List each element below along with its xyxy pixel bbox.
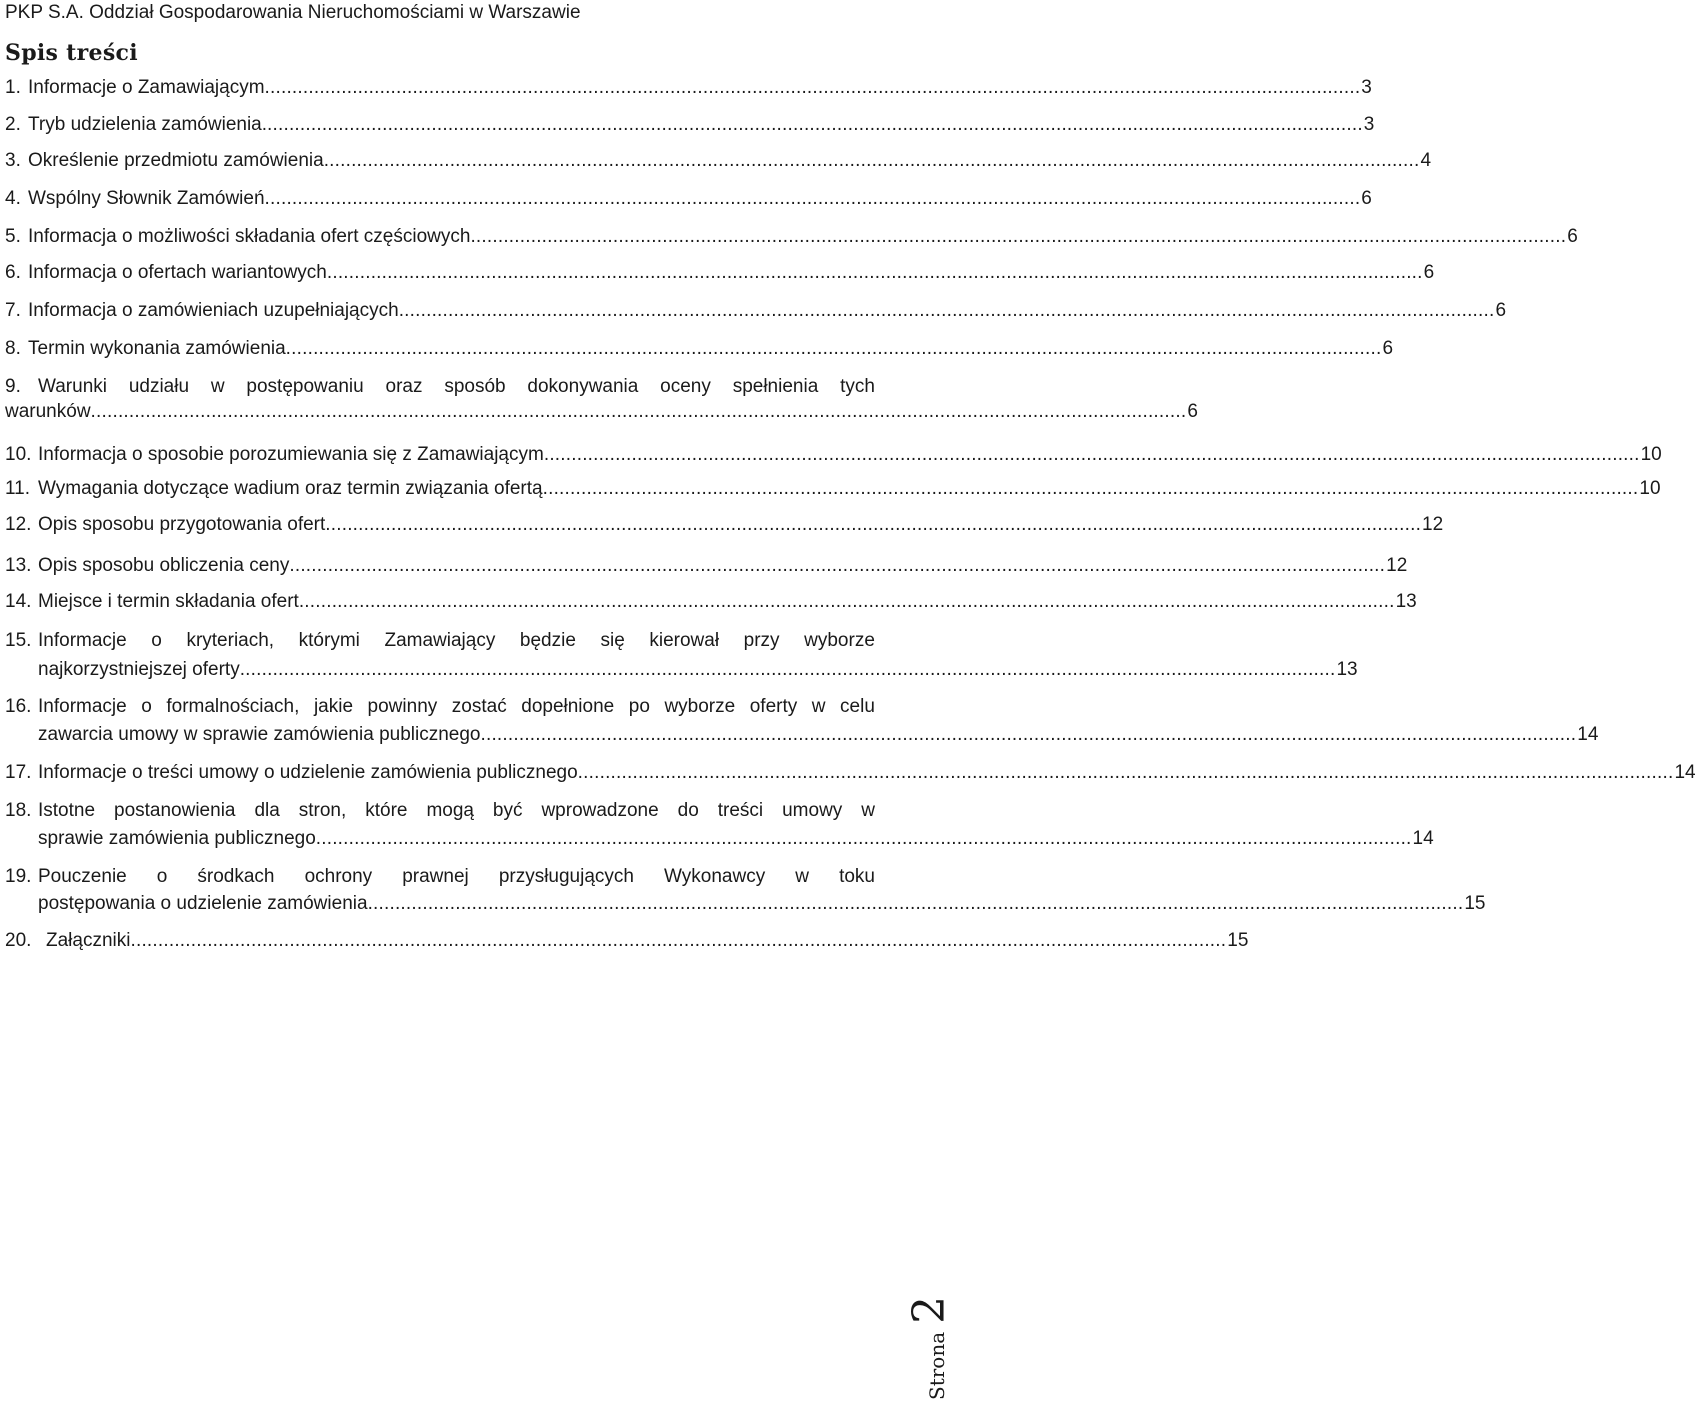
toc-entry-number: 17. <box>5 762 32 783</box>
toc-entry-number: 5. <box>5 226 21 247</box>
toc-entry-title: Informacja o możliwości składania ofert częściowych <box>28 226 471 247</box>
toc-dot-leader: ........................................................................................................................................................................................................ <box>285 338 1382 359</box>
toc-entry-title: najkorzystniejszej oferty <box>38 659 240 680</box>
toc-entry-number: 11. <box>5 478 31 499</box>
toc-entry-page: 15 <box>1227 930 1249 951</box>
toc-entry[interactable] <box>0 222 1578 252</box>
toc-entry-number: 14. <box>5 591 32 612</box>
toc-entry-number: 15. <box>5 630 32 651</box>
toc-entry-title-line1: Pouczenie o środkach ochrony prawnej przysługujących Wykonawcy w toku <box>38 866 875 887</box>
toc-entry-title: Opis sposobu przygotowania ofert <box>38 514 326 535</box>
page-label: Strona <box>925 1331 949 1400</box>
toc-entry-page: 6 <box>1495 300 1507 321</box>
toc-entry-page: 14 <box>1674 762 1696 783</box>
toc-entry[interactable] <box>0 758 1696 788</box>
toc-entry[interactable] <box>0 720 1599 750</box>
toc-entry-first-line <box>0 862 960 892</box>
toc-entry-number: 6. <box>5 262 21 283</box>
toc-dot-leader: ........................................................................................................................................................................................................ <box>398 300 1495 321</box>
toc-dot-leader: ........................................................................................................................................................................................................ <box>470 226 1567 247</box>
toc-dot-leader: ........................................................................................................................................................................................................ <box>325 514 1422 535</box>
toc-dot-leader: ........................................................................................................................................................................................................ <box>542 478 1639 499</box>
document-header: PKP S.A. Oddział Gospodarowania Nieruchomościami w Warszawie <box>5 2 581 23</box>
toc-entry-page: 10 <box>1639 478 1661 499</box>
toc-dot-leader: ........................................................................................................................................................................................................ <box>289 555 1386 576</box>
toc-entry-number: 9. <box>5 376 21 397</box>
toc-entry-number: 1. <box>5 77 21 98</box>
toc-entry-page: 13 <box>1336 659 1358 680</box>
toc-entry-title-line1: Warunki udziału w postępowaniu oraz sposób dokonywania oceny spełnienia tych <box>38 376 875 397</box>
toc-entry-title: Informacje o treści umowy o udzielenie zamówienia publicznego <box>38 762 578 783</box>
toc-entry-number: 18. <box>5 800 32 821</box>
toc-entry-title: Wymagania dotyczące wadium oraz termin związania ofertą <box>38 478 543 499</box>
toc-entry-page: 12 <box>1386 555 1408 576</box>
toc-entry-title: Informacja o sposobie porozumiewania się z Zamawiającym <box>38 444 544 465</box>
toc-dot-leader: ........................................................................................................................................................................................................ <box>323 150 1420 171</box>
toc-entry[interactable] <box>0 110 1375 140</box>
toc-entry-first-line <box>0 626 960 656</box>
toc-entry[interactable] <box>0 551 1408 581</box>
toc-entry[interactable] <box>0 926 1249 956</box>
toc-entry-title-line1: Informacje o kryteriach, którymi Zamawiający będzie się kierował przy wyborze <box>38 630 875 651</box>
toc-entry-title: Tryb udzielenia zamówienia. <box>28 114 268 135</box>
toc-entry-number: 8. <box>5 338 21 359</box>
toc-entry-title: zawarcia umowy w sprawie zamówienia publicznego <box>38 724 481 745</box>
toc-entry[interactable] <box>0 73 1372 103</box>
toc-entry[interactable] <box>0 889 1486 919</box>
toc-entry-page: 13 <box>1395 591 1417 612</box>
toc-entry-title: sprawie zamówienia publicznego <box>38 828 316 849</box>
toc-entry-page: 3 <box>1361 77 1372 98</box>
toc-dot-leader: ........................................................................................................................................................................................................ <box>577 762 1674 783</box>
toc-dot-leader: ........................................................................................................................................................................................................ <box>264 188 1361 209</box>
toc-entry[interactable] <box>0 510 1444 540</box>
toc-entry-page: 6 <box>1187 401 1198 422</box>
toc-dot-leader: ........................................................................................................................................................................................................ <box>130 930 1227 951</box>
toc-entry-number: 2. <box>5 114 21 135</box>
toc-entry-title: Informacja o ofertach wariantowych <box>28 262 327 283</box>
toc-entry-number: 12. <box>5 514 32 535</box>
toc-dot-leader: ........................................................................................................................................................................................................ <box>264 77 1361 98</box>
toc-entry-first-line <box>0 796 960 826</box>
toc-entry-number: 13. <box>5 555 32 576</box>
toc-entry[interactable] <box>0 397 1198 427</box>
toc-entry[interactable] <box>0 587 1417 617</box>
toc-entry-title-line1: Informacje o formalnościach, jakie powinny zostać dopełnione po wyborze oferty w celu <box>38 696 875 717</box>
toc-entry-title: Miejsce i termin składania ofert <box>38 591 299 612</box>
toc-dot-leader: ........................................................................................................................................................................................................ <box>239 659 1336 680</box>
toc-title: Spis treści <box>5 40 138 66</box>
toc-dot-leader: ........................................................................................................................................................................................................ <box>315 828 1412 849</box>
toc-dot-leader: ........................................................................................................................................................................................................ <box>367 893 1464 914</box>
toc-dot-leader: ........................................................................................................................................................................................................ <box>480 724 1577 745</box>
toc-entry-page: 6 <box>1567 226 1578 247</box>
toc-entry-number: 7. <box>5 300 21 321</box>
toc-entry-page: 14 <box>1412 828 1434 849</box>
toc-entry-title: Wspólny Słownik Zamówień <box>28 188 265 209</box>
toc-entry[interactable] <box>0 334 1394 364</box>
toc-entry-number: 19. <box>5 866 32 887</box>
toc-entry[interactable] <box>0 258 1435 288</box>
toc-entry-number: 16. <box>5 696 32 717</box>
toc-entry-page: 15 <box>1464 893 1486 914</box>
page-number: 2 <box>904 1295 955 1324</box>
toc-entry[interactable] <box>0 655 1358 685</box>
toc-entry-title: warunków <box>5 401 91 422</box>
toc-dot-leader: ........................................................................................................................................................................................................ <box>298 591 1395 612</box>
toc-entry-number: 4. <box>5 188 21 209</box>
toc-entry-first-line <box>0 692 960 722</box>
toc-entry-page: 6 <box>1382 338 1394 359</box>
toc-entry[interactable] <box>0 474 1661 504</box>
toc-entry[interactable] <box>0 184 1372 214</box>
toc-entry-title: Informacje o Zamawiającym <box>28 77 265 98</box>
toc-entry-page: 6 <box>1423 262 1435 283</box>
toc-entry-title-line1: Istotne postanowienia dla stron, które mogą być wprowadzone do treści umowy w <box>38 800 875 821</box>
toc-entry[interactable] <box>0 296 1507 326</box>
toc-entry-title: Informacja o zamówieniach uzupełniających <box>28 300 399 321</box>
toc-entry-number: 3. <box>5 150 21 171</box>
toc-dot-leader: ........................................................................................................................................................................................................ <box>267 114 1363 135</box>
toc-entry-page: 12 <box>1422 514 1444 535</box>
toc-entry[interactable] <box>0 824 1434 854</box>
toc-dot-leader: ........................................................................................................................................................................................................ <box>90 401 1187 422</box>
toc-entry-title: Załączniki <box>46 930 131 951</box>
toc-entry[interactable] <box>0 440 1662 470</box>
toc-entry[interactable] <box>0 146 1432 176</box>
toc-entry-page: 6 <box>1361 188 1372 209</box>
toc-entry-number: 20. <box>5 930 32 951</box>
toc-entry-page: 4 <box>1420 150 1432 171</box>
toc-entry-title: Opis sposobu obliczenia ceny <box>38 555 290 576</box>
toc-dot-leader: ........................................................................................................................................................................................................ <box>326 262 1423 283</box>
toc-entry-page: 10 <box>1640 444 1662 465</box>
toc-entry-number: 10. <box>5 444 32 465</box>
toc-entry-title: Termin wykonania zamówienia <box>28 338 286 359</box>
toc-entry-page: 3 <box>1363 114 1375 135</box>
toc-entry-title: postępowania o udzielenie zamówienia <box>38 893 368 914</box>
toc-dot-leader: ........................................................................................................................................................................................................ <box>543 444 1640 465</box>
page-footer <box>904 1296 955 1400</box>
toc-entry-page: 14 <box>1577 724 1599 745</box>
toc-entry-title: Określenie przedmiotu zamówienia <box>28 150 324 171</box>
